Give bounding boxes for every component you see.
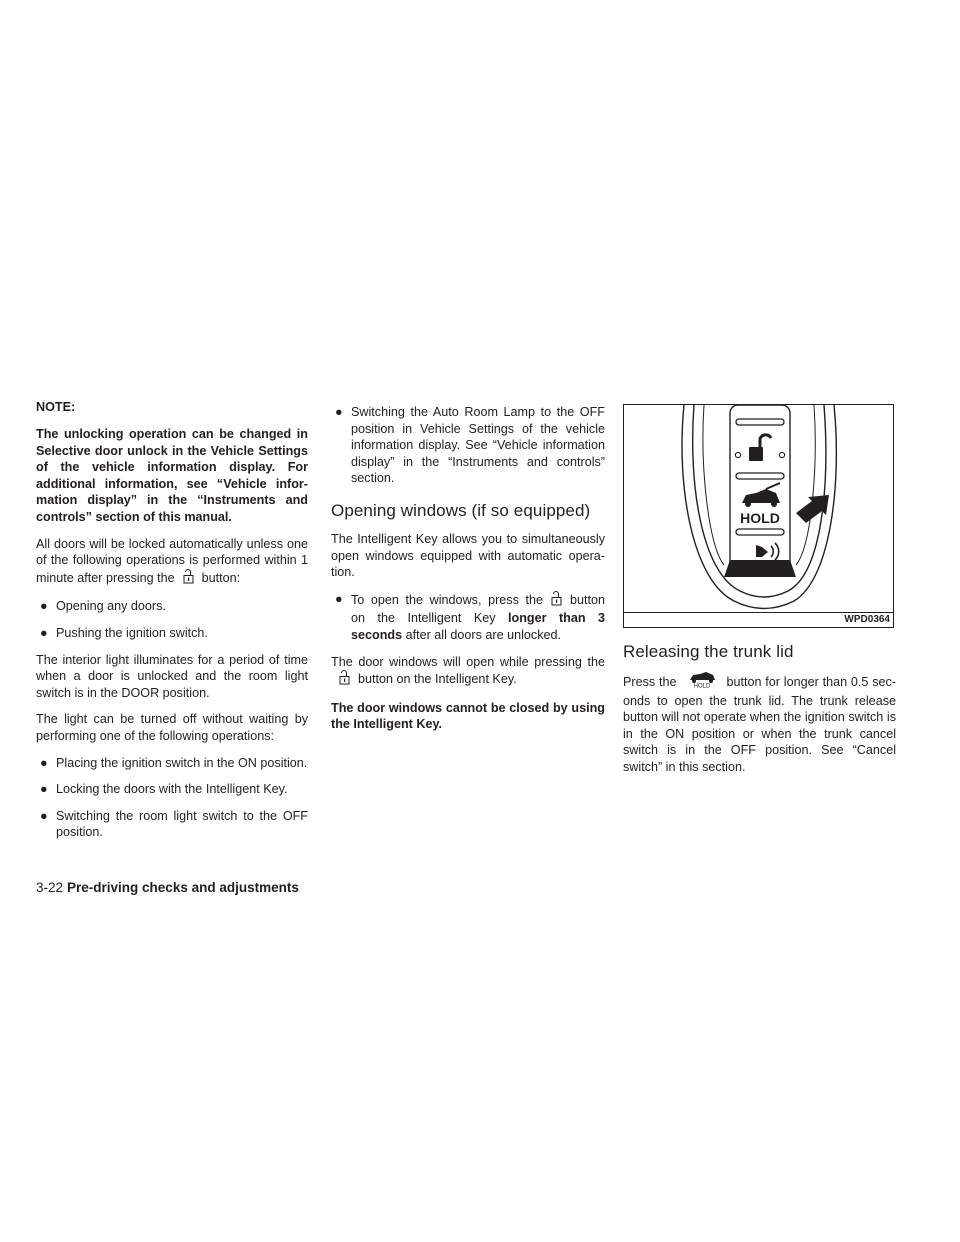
trunk-hold-button-icon bbox=[685, 672, 719, 693]
windows-intro: The Intelligent Key allows you to simultaneously open windows equipped with automatic operation. bbox=[331, 531, 605, 580]
figure-label: WPD0364 bbox=[844, 614, 890, 625]
list-item: ● Opening any doors. bbox=[40, 599, 166, 614]
column-middle bbox=[331, 404, 605, 743]
list-item: ● Switching the room light switch to the OFF position. bbox=[40, 808, 308, 840]
bullet-icon: ● bbox=[40, 782, 48, 797]
list-item: ● Switching the Auto Room Lamp to the OFF position in Vehicle Settings of the vehicle information display. See “Vehicle information display” in the “Instruments and controls” section. bbox=[335, 405, 605, 486]
page-number: 3-22 bbox=[36, 880, 64, 895]
section-heading-windows: Opening windows (if so equipped) bbox=[331, 500, 591, 520]
intelligent-key-figure bbox=[623, 404, 894, 628]
list-item: ● To open the windows, press the button on the Intelligent Key longer than 3 seconds after all doors are unlocked. bbox=[335, 591, 605, 642]
unlock-button-icon bbox=[183, 569, 194, 589]
intelligent-key-illustration bbox=[624, 405, 894, 628]
auto-lock-paragraph bbox=[36, 536, 308, 589]
bullet-icon: ● bbox=[40, 625, 48, 640]
turn-off-intro: The light can be turned off without waiting by performing one of the following operations: bbox=[36, 712, 308, 743]
windows-stop-paragraph: The door windows will open while pressing thebutton on the Intelligent Key. bbox=[331, 654, 605, 690]
bullet-icon: ● bbox=[335, 591, 343, 606]
auto-lock-text-end: button: bbox=[201, 570, 241, 585]
windows-warning: The door windows cannot be closed by using the Intelligent Key. bbox=[331, 700, 605, 732]
bullet-icon: ● bbox=[40, 755, 48, 770]
interior-light-paragraph: The interior light illuminates for a period of time when a door is unlocked and the room light switch is in the DOOR position. bbox=[36, 652, 308, 700]
figure-label-rule bbox=[624, 612, 893, 613]
note-body: The unlocking operation can be changed in Selective door unlock in the Vehicle Settings of the vehicle information display. For additional information, see “Vehicle information display” in the “Instruments and controls” section of this manual. bbox=[36, 427, 308, 524]
section-title: Pre-driving checks and adjustments bbox=[67, 880, 299, 895]
bullet-icon: ● bbox=[335, 405, 343, 419]
unlock-button-icon bbox=[339, 670, 350, 690]
trunk-icon-hold-text: HOLD bbox=[693, 683, 710, 688]
section-heading-trunk: Releasing the trunk lid bbox=[623, 642, 794, 661]
unlock-button-icon bbox=[551, 591, 562, 611]
note-title: NOTE: bbox=[36, 400, 76, 414]
column-right bbox=[623, 404, 896, 786]
list-item: ● Pushing the ignition switch. bbox=[40, 625, 208, 640]
column-left bbox=[36, 400, 308, 851]
bullet-icon: ● bbox=[40, 599, 48, 614]
bullet-icon: ● bbox=[40, 808, 48, 823]
figure-hold-text: HOLD bbox=[740, 510, 780, 526]
list-item: ● Placing the ignition switch in the ON position. bbox=[40, 755, 308, 770]
list-item: ● Locking the doors with the Intelligent Key. bbox=[40, 782, 288, 797]
page-footer bbox=[36, 880, 299, 895]
auto-lock-text: All doors will be locked automatically unless one of the following operations is performed within 1 minute after pressing the bbox=[36, 536, 308, 585]
trunk-paragraph: Press the HOLD button for longer than 0.5 seconds to open the trunk lid. The trunk release button will not operate when the ignition switch is in the ON position or when the trunk cancel switch is in the OFF position. See “Cancel switch” in this section. bbox=[623, 672, 896, 776]
